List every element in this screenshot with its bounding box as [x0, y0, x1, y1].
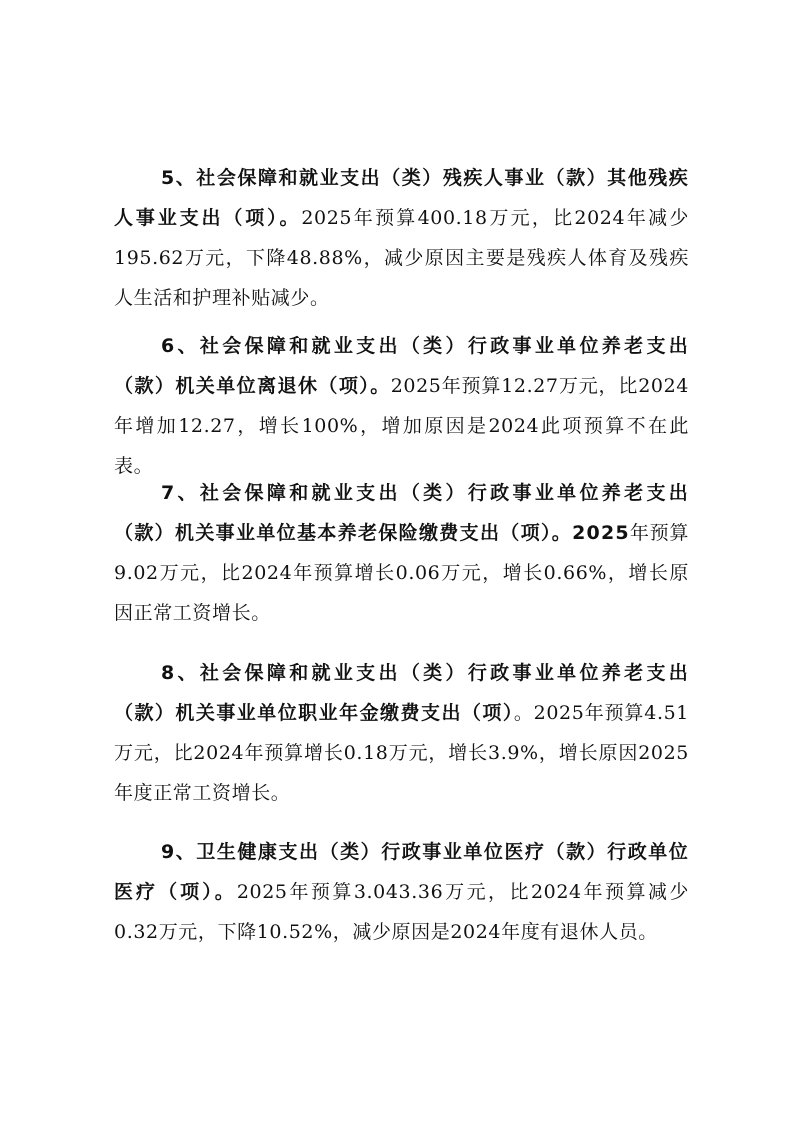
paragraph-item-5 [114, 158, 689, 318]
paragraph-heading: 5、社会保障和就业支出（类）残疾人事业（款）其他残疾人事业支出（项）。 [114, 167, 689, 229]
paragraph-item-8 [114, 653, 689, 813]
paragraph-heading: 8、社会保障和就业支出（类）行政事业单位养老支出（款）机关事业单位职业年金缴费支出（项） [114, 662, 689, 724]
paragraph-body: 2025年预算3.043.36万元，比2024年预算减少0.32万元，下降10.52%，减少原因是2024年度有退休人员。 [114, 881, 689, 943]
paragraph-body: 。2025年预算4.51万元，比2024年预算增长0.18万元，增长3.9%，增长原因2025年度正常工资增长。 [114, 702, 689, 804]
paragraph-heading: 9、卫生健康支出（类）行政事业单位医疗（款）行政单位医疗（项）。 [114, 841, 689, 903]
paragraph-item-6 [114, 326, 689, 486]
paragraph-body: 2025年预算12.27万元，比2024年增加12.27，增长100%，增加原因是2024此项预算不在此表。 [114, 375, 689, 477]
paragraph-body: 年预算9.02万元，比2024年预算增长0.06万元，增长0.66%，增长原因正常工资增长。 [114, 522, 689, 624]
paragraph-heading: 7、社会保障和就业支出（类）行政事业单位养老支出（款）机关事业单位基本养老保险缴费支出（项）。2025 [114, 482, 689, 544]
paragraph-heading: 6、社会保障和就业支出（类）行政事业单位养老支出（款）机关单位离退休（项）。 [114, 335, 689, 397]
paragraph-item-9 [114, 832, 689, 952]
paragraph-body: 2025年预算400.18万元，比2024年减少195.62万元，下降48.88%，减少原因主要是残疾人体育及残疾人生活和护理补贴减少。 [114, 207, 689, 309]
paragraph-item-7 [114, 473, 689, 633]
